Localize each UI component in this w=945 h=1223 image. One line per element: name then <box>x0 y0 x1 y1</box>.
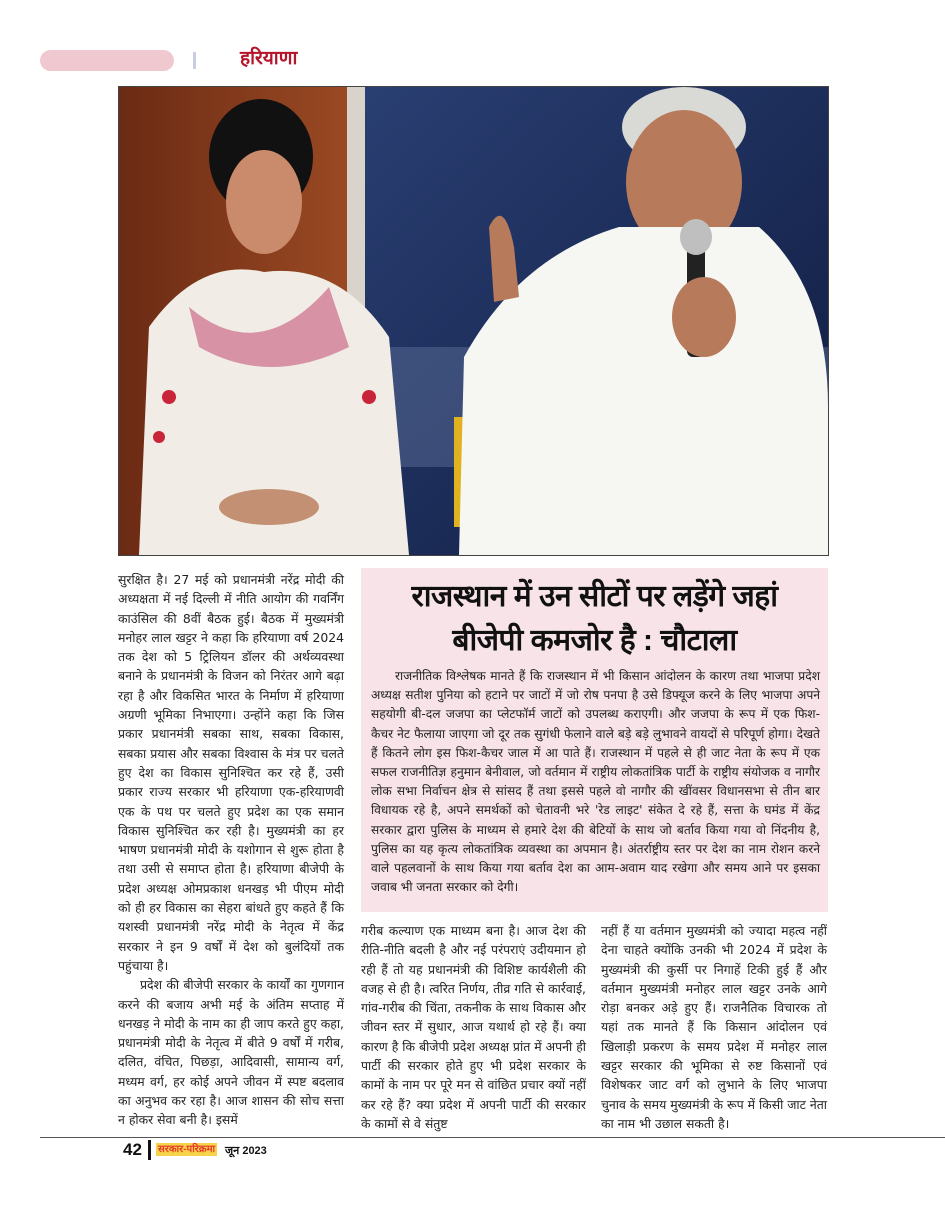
boxed-story-headline <box>361 575 828 663</box>
page-number: 42 <box>123 1140 142 1159</box>
footer-divider <box>148 1140 151 1160</box>
header-decoration-pill <box>40 50 174 71</box>
header-separator <box>193 52 196 69</box>
issue-date: जून 2023 <box>225 1145 267 1157</box>
headline-line-2: बीजेपी कमजोर है : चौटाला <box>452 624 737 657</box>
middle-paragraph: गरीब कल्याण एक माध्यम बना है। आज देश की रीति-नीति बदली है और नई परंपराएं उदीयमान हो रही हैं तो यह प्रधानमंत्री की विशिष्ट कार्यशैली की वजह से ही है। त्वरित निर्णय, तीव्र गति से कार्रवाई, गांव-गरीब की चिंता, तकनीक के साथ विकास और जीवन स्तर में सुधार, आज यथार्थ हो रहे हैं। क्या कारण है कि बीजेपी प्रदेश अध्यक्ष प्रांत में अपनी ही पार्टी की सरकार होते हुए भी प्रदेश सरकार के कामों के नाम पर पूरे मन से वांछित प्रचार क्यों नहीं कर रहे हैं? क्या प्रदेश में अपनी पार्टी की सरकार के कामों से वे संतुष्ट <box>361 923 586 1131</box>
left-paragraph-1: सुरक्षित है। 27 मई को प्रधानमंत्री नरेंद्र मोदी की अध्यक्षता में नई दिल्ली में नीति आयोग की गवर्निंग काउंसिल की 8वीं बैठक हुई। बैठक में मुख्यमंत्री मनोहर लाल खट्टर ने कहा कि हरियाणा वर्ष 2024 तक देश को 5 ट्रिलियन डॉलर की अर्थव्यवस्था बनाने के प्रधानमंत्री के विजन को निरंतर आगे बढ़ा रहा है और विकसित भारत के निर्माण में हरियाणा अग्रणी भूमिका निभाएगा। उन्होंने कहा कि जिस प्रकार प्रधानमंत्री सबका साथ, सबका विकास, सबका प्रयास और सबका विश्वास के मंत्र पर चलते हुए देश का विकास सुनिश्चित कर रहे हैं, उसी प्रकार राज्य सरकार भी हरियाणा एक-हरियाणवी एक के पथ पर चलते हुए प्रदेश का एक समान विकास सुनिश्चित कर रही है। मुख्यमंत्री का हर भाषण प्रधानमंत्री मोदी के यशोगान से शुरू होता है तथा उसी से समाप्त होता है। हरियाणा बीजेपी के प्रदेश अध्यक्ष ओमप्रकाश धनखड़ भी पीएम मोदी को ही हर विकास का सेहरा बांधते हुए कहते हैं कि यशस्वी प्रधानमंत्री नरेंद्र मोदी के नेतृत्व में केंद्र सरकार ने इन 9 वर्षों में देश को बुलंदियों तक पहुंचाया है। <box>118 572 344 973</box>
article-photo <box>118 86 829 556</box>
headline-line-1: राजस्थान में उन सीटों पर लड़ेंगे जहां <box>411 580 778 613</box>
left-paragraph-2: प्रदेश की बीजेपी सरकार के कार्यों का गुणगान करने की बजाय अभी मई के अंतिम सप्ताह में धनखड़ ने मोदी के नाम का ही जाप करते हुए कहा, प्रधानमंत्री मोदी के नेतृत्व में बीते 9 वर्षों में गरीब, दलित, वंचित, पिछड़ा, आदिवासी, सामान्य वर्ग, मध्यम वर्ग, हर कोई अपने जीवन में स्पष्ट बदलाव का अनुभव कर रहा है। आज शासन की सोच सत्ता न होकर सेवा बनी है। इसमें <box>118 977 344 1128</box>
magazine-logo: सरकार-परिक्रमा <box>158 1144 216 1155</box>
right-column <box>601 921 827 1133</box>
left-column <box>118 570 344 1130</box>
middle-column <box>361 921 586 1133</box>
boxed-story-paragraph: राजनीतिक विश्लेषक मानते हैं कि राजस्थान में भी किसान आंदोलन के कारण तथा भाजपा प्रदेश अध्यक्ष सतीश पुनिया को हटाने पर जाटों में जो रोष पनपा है उसे डिफ्यूज करने के लिए भाजपा अपने सहयोगी बी-दल जजपा का प्लेटफॉर्म जाटों को उपलब्ध कराएगी। और जजपा के रूप में एक फिश-कैचर नेट फैलाया जाएगा जो दूर तक सुगंधी फेलाने वाले बड़े बड़े लुभावने वायदों से परिपूर्ण होगा। देखते हैं कितने लोग इस फिश-कैचर जाल में आ पाते हैं। राजस्थान में पहले से ही जाट नेता के रूप में एक सफल राजनीतिज्ञ हनुमान बेनीवाल, जो वर्तमान में राष्ट्रीय लोकतांत्रिक पार्टी के राष्ट्रीय संयोजक व नागौर लोक सभा निर्वाचन क्षेत्र से सांसद हैं तथा इससे पहले वो नागौर की खींवसर विधानसभा से तीन बार विधायक रहे है, अपने समर्थकों को चेतावनी भरे 'रेड लाइट' संकेत दे रहे हैं, सत्ता के घमंड में केंद्र सरकार द्वारा पुलिस के माध्यम से हमारे देश की बेटियों के साथ जो बर्ताव किया गया वो निंदनीय है, पुलिस का यह कृत्य लोकतांत्रिक व्यवस्था का अपमान है। अंतर्राष्ट्रीय स्तर पर देश का नाम रोशन करने वाले पहलवानों के साथ किया गया बर्ताव देश का आम-अवाम याद रखेगा और समय आने पर इसका जवाब भी जनता सरकार को देगी। <box>371 669 820 895</box>
right-paragraph: नहीं हैं या वर्तमान मुख्यमंत्री को ज्यादा महत्व नहीं देना चाहते क्योंकि उनकी भी 2024 में प्रदेश के मुख्यमंत्री की कुर्सी पर निगाहें टिकी हुई हैं और वर्तमान मुख्यमंत्री मनोहर लाल खट्टर उनके आगे रोड़ा बनकर अड़े हुए हैं। राजनैतिक विचारक तो यहां तक मानते हैं कि किसान आंदोलन एवं खिलाड़ी प्रकरण के समय प्रदेश में मनोहर लाल खट्टर सरकार की भूमिका से रुष्ट किसानों एवं विशेषकर जाट वर्ग को लुभाने के लिए भाजपा चुनाव के समय मुख्यमंत्री के रूप में किसी जाट नेता का नाम भी उछाल सकती है। <box>601 923 827 1131</box>
section-label: हरियाणा <box>240 47 298 69</box>
boxed-story-body <box>371 667 820 897</box>
photo-illustration <box>119 87 828 555</box>
footer-rule <box>40 1137 945 1138</box>
